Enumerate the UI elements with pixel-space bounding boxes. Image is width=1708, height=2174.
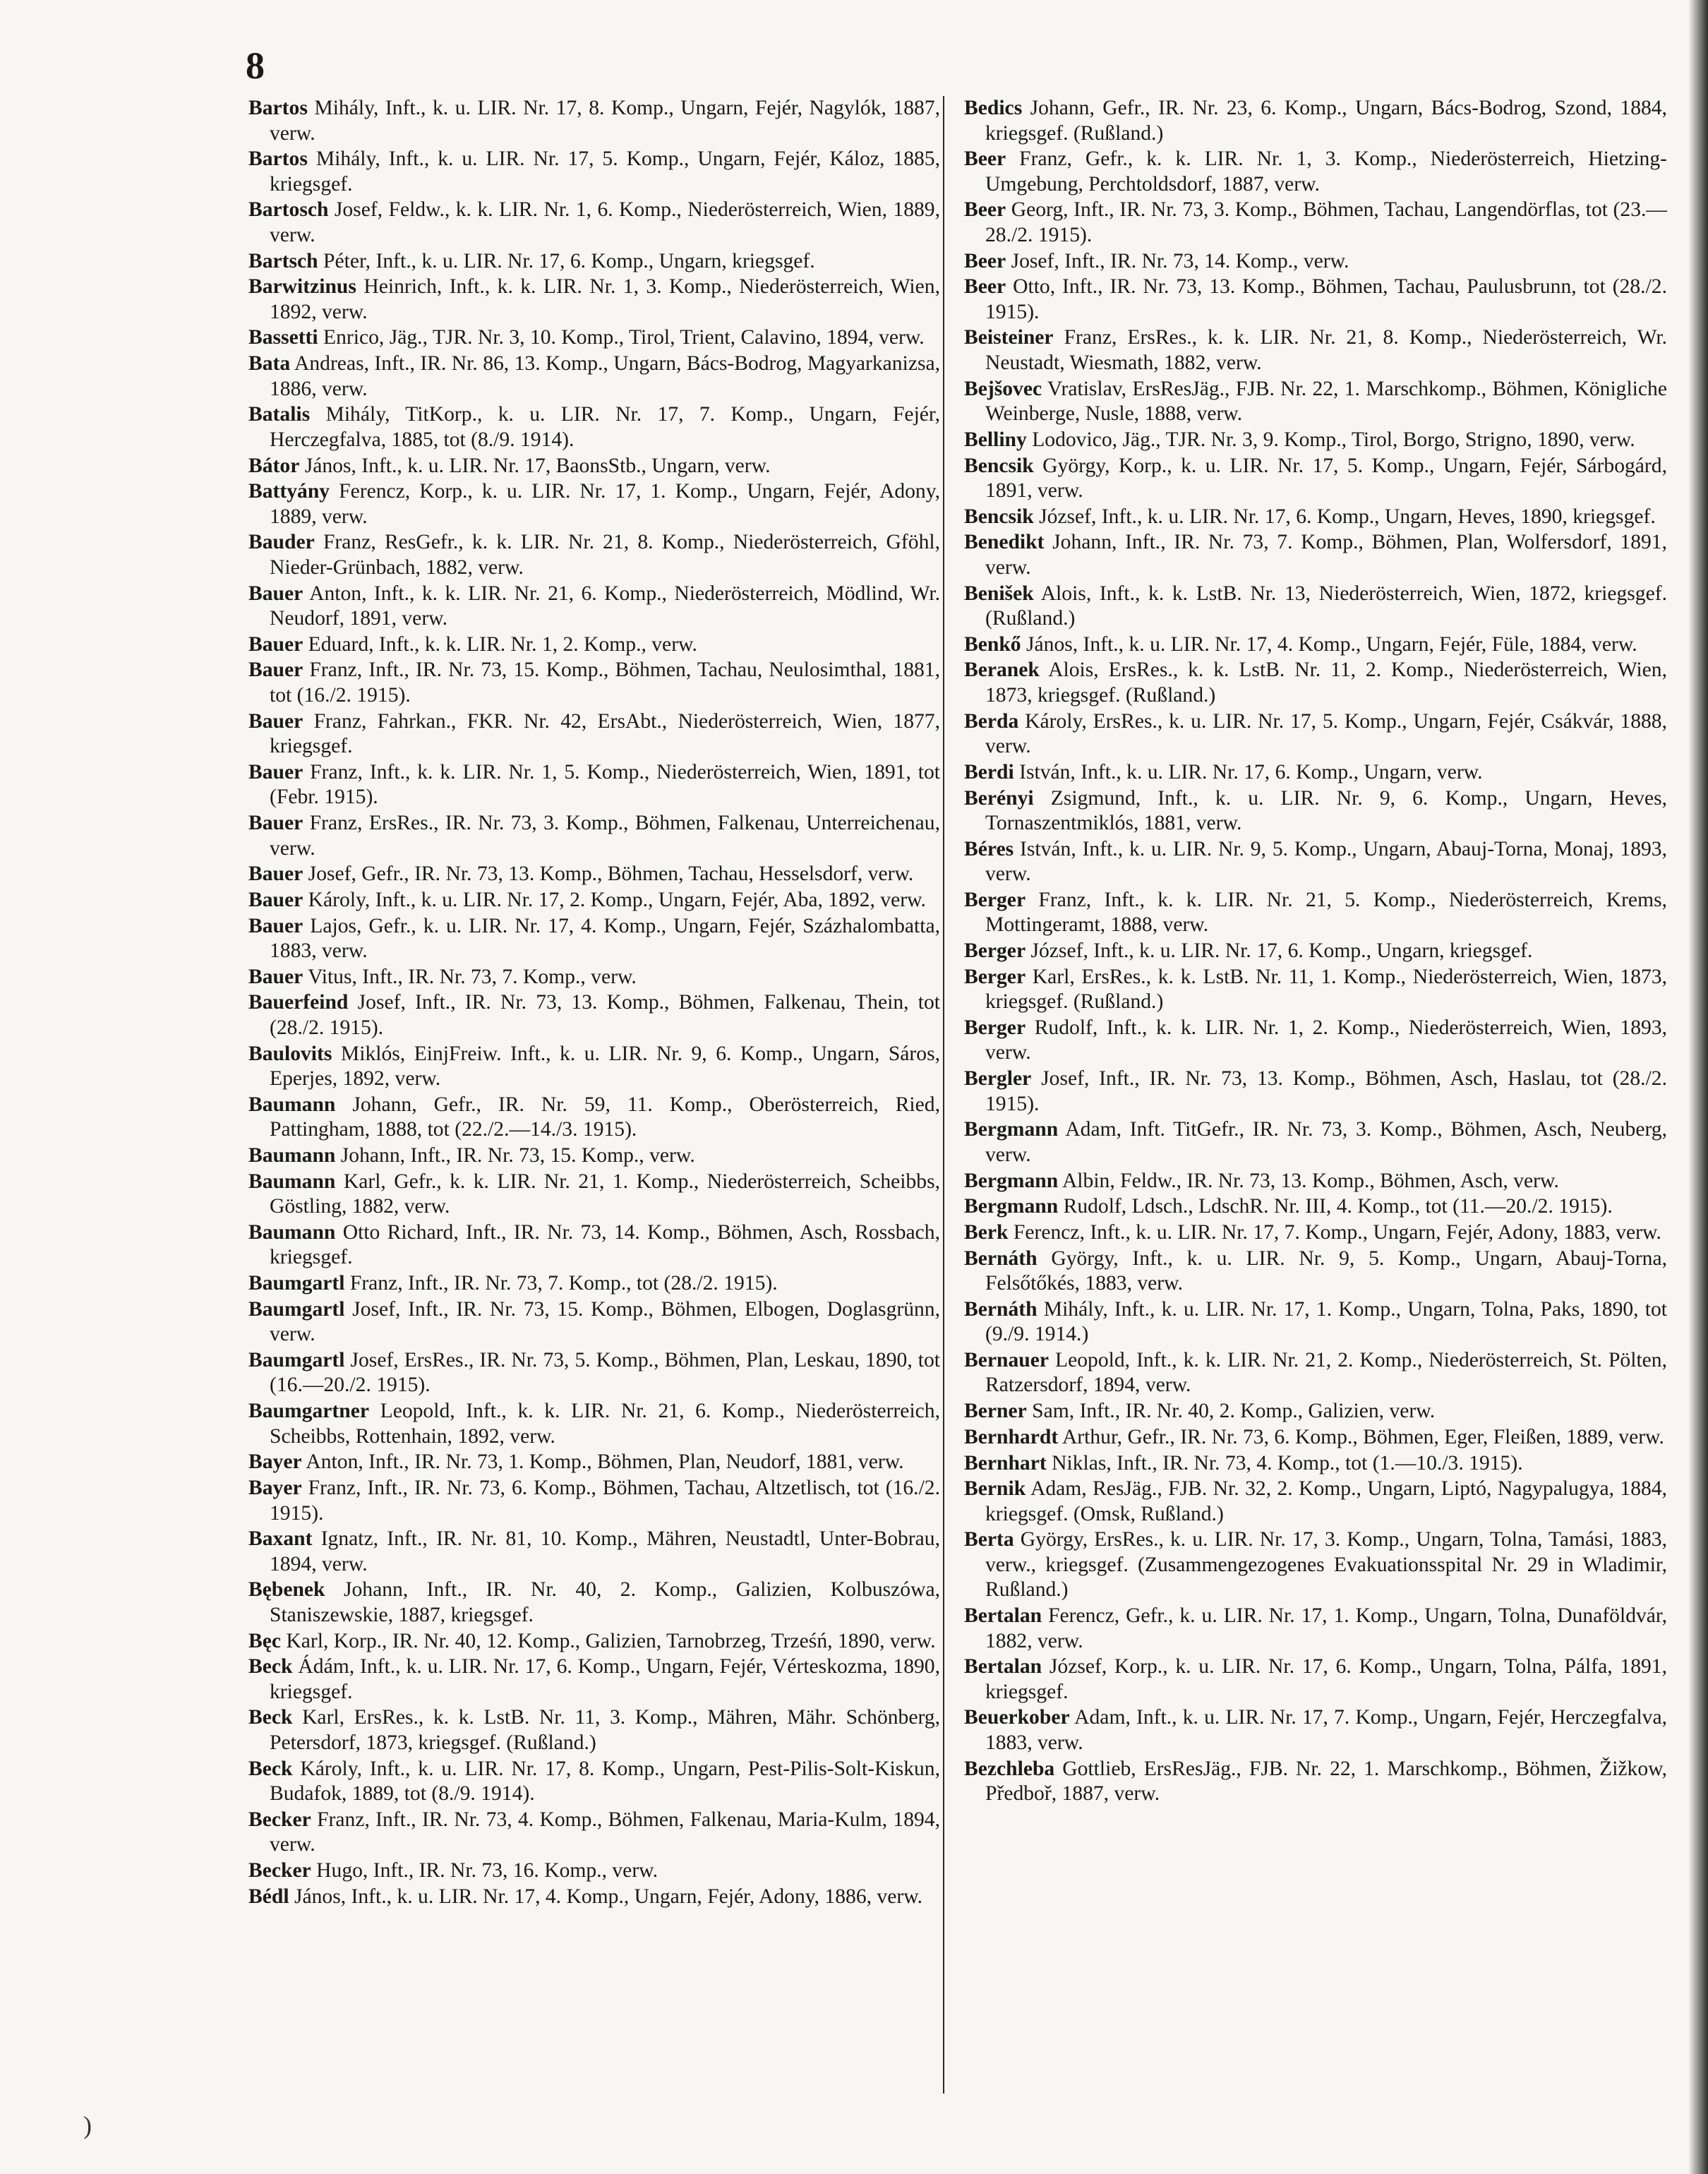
entry-surname: Bauer — [248, 760, 303, 783]
roll-entry — [248, 582, 940, 632]
entry-surname: Benedikt — [964, 531, 1045, 554]
entry-surname: Bębenek — [248, 1578, 325, 1602]
entry-details: István, Inft., k. u. LIR. Nr. 17, 6. Komp., Ungarn, verw. — [1019, 760, 1483, 783]
roll-entry — [248, 147, 940, 197]
entry-details: Leopold, Inft., k. k. LIR. Nr. 21, 6. Komp., Niederösterreich, Scheibbs, Rottenhain, 1892, verw. — [270, 1400, 940, 1448]
entry-surname: Bayer — [248, 1451, 302, 1474]
entry-surname: Beck — [248, 1706, 293, 1729]
roll-entry — [248, 1808, 940, 1858]
entry-surname: Baumgartl — [248, 1297, 345, 1321]
entry-details: Ferencz, Gefr., k. u. LIR. Nr. 17, 1. Komp., Ungarn, Tolna, Dunaföldvár, 1882, verw. — [985, 1604, 1667, 1652]
entry-surname: Baumann — [248, 1144, 336, 1167]
roll-entry — [964, 1194, 1667, 1220]
entry-surname: Berger — [964, 1016, 1026, 1039]
entry-details: Heinrich, Inft., k. k. LIR. Nr. 1, 3. Komp., Niederösterreich, Wien, 1892, verw. — [270, 275, 940, 323]
roll-entry — [964, 1348, 1667, 1398]
roll-entry — [964, 454, 1667, 504]
entry-details: Franz, Inft., k. k. LIR. Nr. 1, 5. Komp., Niederösterreich, Wien, 1891, tot (Febr. 1915). — [270, 760, 940, 809]
entry-surname: Beck — [248, 1655, 293, 1678]
roll-entry — [964, 1399, 1667, 1424]
entry-surname: Bergmann — [964, 1169, 1059, 1192]
roll-entry — [964, 1169, 1667, 1194]
entry-surname: Berger — [964, 965, 1026, 988]
roll-entry — [248, 914, 940, 964]
entry-details: Mihály, Inft., k. u. LIR. Nr. 17, 5. Komp., Ungarn, Fejér, Káloz, 1885, kriegsgef. — [270, 148, 940, 196]
margin-mark: ) — [83, 2111, 92, 2139]
entry-details: Vratislav, ErsResJäg., FJB. Nr. 22, 1. Marschkomp., Böhmen, Königliche Weinberge, Nusle, 1888, verw. — [985, 377, 1667, 426]
entry-details: Anton, Inft., IR. Nr. 73, 1. Komp., Böhmen, Plan, Neudorf, 1881, verw. — [306, 1451, 904, 1474]
roll-entry — [964, 1757, 1667, 1807]
entry-surname: Baumann — [248, 1093, 336, 1116]
entry-surname: Bejšovec — [964, 377, 1042, 400]
entry-surname: Bartsch — [248, 249, 318, 272]
entry-details: Franz, Inft., IR. Nr. 73, 7. Komp., tot (28./2. 1915). — [349, 1272, 778, 1295]
entry-details: Eduard, Inft., k. k. LIR. Nr. 1, 2. Komp., verw. — [308, 632, 697, 656]
roll-entry — [964, 428, 1667, 453]
entry-details: Otto, Inft., IR. Nr. 73, 13. Komp., Böhmen, Tachau, Paulusbrunn, tot (28./2. 1915). — [985, 275, 1667, 323]
roll-entry — [248, 1399, 940, 1449]
roll-entry — [248, 888, 940, 913]
entry-surname: Bergmann — [964, 1118, 1059, 1141]
entry-details: Karl, ErsRes., k. k. LstB. Nr. 11, 1. Komp., Niederösterreich, Wien, 1873, kriegsgef. (Rußland.) — [985, 965, 1667, 1014]
entry-details: Johann, Inft., IR. Nr. 73, 7. Komp., Böhmen, Plan, Wolfersdorf, 1891, verw. — [985, 531, 1668, 579]
entry-surname: Bartos — [248, 97, 308, 119]
entry-details: Karl, ErsRes., k. k. LstB. Nr. 11, 3. Komp., Mähren, Mähr. Schönberg, Petersdorf, 1873, kriegsgef. (Rußland.) — [270, 1706, 941, 1754]
roll-entry — [248, 1757, 940, 1807]
roll-entry — [248, 1220, 940, 1271]
roll-entry — [964, 1604, 1667, 1654]
entry-details: Georg, Inft., IR. Nr. 73, 3. Komp., Böhmen, Tachau, Langendörflas, tot (23.—28./2. 1915). — [985, 198, 1668, 246]
entry-details: Franz, Inft., k. k. LIR. Nr. 21, 5. Komp., Niederösterreich, Krems, Mottingeramt, 1888, verw. — [985, 888, 1668, 937]
entry-surname: Bátor — [248, 454, 300, 477]
entry-surname: Baumgartl — [248, 1272, 345, 1295]
roll-entry — [964, 1247, 1667, 1297]
entry-details: Adam, Inft., k. u. LIR. Nr. 17, 7. Komp., Ungarn, Fejér, Herczegfalva, 1883, verw. — [985, 1706, 1668, 1754]
entry-surname: Beer — [964, 148, 1006, 171]
entry-surname: Baulovits — [248, 1042, 332, 1065]
roll-entry — [248, 1143, 940, 1169]
roll-entry — [248, 454, 940, 479]
roll-entry — [248, 990, 940, 1040]
entry-details: Josef, Feldw., k. k. LIR. Nr. 1, 6. Komp., Niederösterreich, Wien, 1889, verw. — [270, 198, 940, 246]
entry-surname: Baumgartner — [248, 1400, 369, 1423]
entry-details: Rudolf, Inft., k. k. LIR. Nr. 1, 2. Komp., Niederösterreich, Wien, 1893, verw. — [985, 1016, 1667, 1064]
roll-entry — [964, 939, 1667, 964]
entry-details: Károly, Inft., k. u. LIR. Nr. 17, 2. Komp., Ungarn, Fejér, Aba, 1892, verw. — [308, 888, 926, 911]
entry-surname: Bartosch — [248, 198, 329, 222]
entry-details: Karl, Gefr., k. k. LIR. Nr. 21, 1. Komp., Niederösterreich, Scheibbs, Göstling, 1882, verw. — [270, 1170, 941, 1218]
right-column — [964, 96, 1667, 1808]
entry-details: Otto Richard, Inft., IR. Nr. 73, 14. Komp., Böhmen, Asch, Rossbach, kriegsgef. — [270, 1220, 940, 1269]
entry-details: Adam, Inft. TitGefr., IR. Nr. 73, 3. Komp., Böhmen, Asch, Neuberg, verw. — [985, 1118, 1667, 1166]
entry-details: János, Inft., k. u. LIR. Nr. 17, 4. Komp., Ungarn, Fejér, Adony, 1886, verw. — [294, 1885, 923, 1908]
entry-surname: Berger — [964, 939, 1026, 963]
roll-entry — [248, 1629, 940, 1654]
roll-entry — [964, 582, 1667, 632]
roll-entry — [248, 1170, 940, 1220]
entry-details: József, Korp., k. u. LIR. Nr. 17, 6. Komp., Ungarn, Tolna, Pálfa, 1891, kriegsgef. — [985, 1655, 1667, 1703]
roll-entry — [964, 1705, 1667, 1755]
roll-entry — [248, 1093, 940, 1143]
entry-surname: Beuerkober — [964, 1706, 1070, 1729]
entry-details: Miklós, EinjFreiw. Inft., k. u. LIR. Nr. 9, 6. Komp., Ungarn, Sáros, Eperjes, 1892, verw. — [270, 1042, 941, 1091]
roll-entry — [964, 147, 1667, 197]
entry-surname: Beisteiner — [964, 326, 1054, 349]
scan-edge-shadow — [1688, 0, 1708, 2174]
roll-entry — [248, 1271, 940, 1297]
roll-entry — [248, 965, 940, 990]
entry-surname: Berger — [964, 888, 1026, 911]
roll-entry — [964, 1425, 1667, 1451]
entry-details: Karl, Korp., IR. Nr. 40, 12. Komp., Galizien, Tarnobrzeg, Trześń, 1890, verw. — [286, 1629, 936, 1652]
entry-surname: Bernauer — [964, 1348, 1049, 1371]
entry-details: Péter, Inft., k. u. LIR. Nr. 17, 6. Komp., Ungarn, kriegsgef. — [323, 249, 815, 272]
roll-entry — [248, 1885, 940, 1910]
entry-details: Josef, Inft., IR. Nr. 73, 14. Komp., verw. — [1011, 249, 1349, 272]
entry-surname: Berta — [964, 1528, 1014, 1551]
entry-details: Gottlieb, ErsResJäg., FJB. Nr. 22, 1. Marschkomp., Böhmen, Žižkow, Předboř, 1887, verw. — [985, 1757, 1667, 1806]
entry-surname: Bernhardt — [964, 1425, 1059, 1448]
roll-entry — [248, 1348, 940, 1398]
roll-entry — [964, 1067, 1667, 1117]
entry-details: Leopold, Inft., k. k. LIR. Nr. 21, 2. Komp., Niederösterreich, St. Pölten, Ratzersdorf, 1894, verw. — [985, 1348, 1667, 1397]
entry-surname: Bédl — [248, 1885, 289, 1908]
roll-entry — [248, 658, 940, 708]
entry-surname: Bata — [248, 352, 291, 376]
entry-surname: Bertalan — [964, 1604, 1042, 1628]
entry-details: Andreas, Inft., IR. Nr. 86, 13. Komp., Ungarn, Bács-Bodrog, Magyarkanizsa, 1886, verw. — [270, 352, 940, 400]
entry-details: Johann, Inft., IR. Nr. 40, 2. Komp., Galizien, Kolbuszówa, Staniszewskie, 1887, kriegsgef. — [270, 1578, 940, 1626]
roll-entry — [964, 632, 1667, 658]
entry-surname: Bedics — [964, 97, 1023, 119]
entry-surname: Baumann — [248, 1170, 336, 1193]
entry-details: Franz, Gefr., k. k. LIR. Nr. 1, 3. Komp., Niederösterreich, Hietzing-Umgebung, Perchtoldsdorf, 1887, verw. — [985, 148, 1668, 196]
entry-details: Johann, Inft., IR. Nr. 73, 15. Komp., verw. — [340, 1144, 695, 1167]
entry-details: Ignatz, Inft., IR. Nr. 81, 10. Komp., Mähren, Neustadtl, Unter-Bobrau, 1894, verw. — [270, 1527, 940, 1575]
entry-details: Arthur, Gefr., IR. Nr. 73, 6. Komp., Böhmen, Eger, Fleißen, 1889, verw. — [1062, 1425, 1664, 1448]
roll-entry — [248, 198, 940, 248]
entry-surname: Becker — [248, 1859, 311, 1882]
roll-entry — [248, 1527, 940, 1577]
entry-surname: Batalis — [248, 403, 311, 426]
entry-surname: Bayer — [248, 1477, 302, 1499]
roll-entry — [964, 1654, 1667, 1705]
entry-details: Johann, Gefr., IR. Nr. 23, 6. Komp., Ungarn, Bács-Bodrog, Szond, 1884, kriegsgef. (Rußland.) — [985, 97, 1667, 145]
entry-details: Josef, Inft., IR. Nr. 73, 15. Komp., Böhmen, Elbogen, Doglasgrünn, verw. — [270, 1297, 941, 1346]
entry-surname: Berdi — [964, 760, 1014, 783]
roll-entry — [964, 1220, 1667, 1246]
entry-details: János, Inft., k. u. LIR. Nr. 17, BaonsStb., Ungarn, verw. — [304, 454, 771, 477]
roll-entry — [964, 530, 1667, 580]
entry-surname: Beer — [964, 198, 1006, 222]
entry-details: Anton, Inft., k. k. LIR. Nr. 21, 6. Komp., Niederösterreich, Mödlind, Wr. Neudorf, 1891, verw. — [270, 582, 940, 630]
entry-details: Alois, ErsRes., k. k. LstB. Nr. 11, 2. Komp., Niederösterreich, Wien, 1873, kriegsgef. (Rußland.) — [985, 659, 1667, 707]
roll-entry — [248, 249, 940, 275]
roll-entry — [964, 1117, 1667, 1167]
roll-entry — [248, 632, 940, 658]
entry-details: József, Inft., k. u. LIR. Nr. 17, 6. Komp., Ungarn, kriegsgef. — [1030, 939, 1533, 963]
entry-surname: Bernáth — [964, 1297, 1038, 1321]
entry-details: Franz, Inft., IR. Nr. 73, 15. Komp., Böhmen, Tachau, Neulosimthal, 1881, tot (16./2. 1915). — [270, 659, 940, 707]
roll-entry — [248, 1297, 940, 1347]
roll-entry — [248, 530, 940, 580]
entry-details: Josef, Gefr., IR. Nr. 73, 13. Komp., Böhmen, Tachau, Hesselsdorf, verw. — [308, 863, 914, 886]
entry-details: Franz, Inft., IR. Nr. 73, 6. Komp., Böhmen, Tachau, Altzetlisch, tot (16./2. 1915). — [270, 1477, 940, 1525]
entry-surname: Béres — [964, 837, 1014, 860]
entry-surname: Bauder — [248, 531, 315, 554]
entry-details: Mihály, Inft., k. u. LIR. Nr. 17, 1. Komp., Ungarn, Tolna, Paks, 1890, tot (9./9. 1914.) — [985, 1297, 1667, 1346]
entry-details: Franz, Inft., IR. Nr. 73, 4. Komp., Böhmen, Falkenau, Maria-Kulm, 1894, verw. — [270, 1808, 940, 1856]
roll-entry — [964, 760, 1667, 786]
entry-surname: Benkő — [964, 632, 1021, 656]
page-number: 8 — [246, 44, 265, 87]
entry-surname: Baxant — [248, 1527, 313, 1551]
roll-entry — [248, 1578, 940, 1628]
roll-entry — [248, 275, 940, 325]
entry-details: Josef, Inft., IR. Nr. 73, 13. Komp., Böhmen, Falkenau, Thein, tot (28./2. 1915). — [270, 991, 940, 1039]
entry-surname: Beck — [248, 1757, 293, 1780]
roll-entry — [964, 837, 1667, 887]
roll-entry — [964, 505, 1667, 530]
entry-surname: Berda — [964, 709, 1019, 733]
entry-surname: Barwitzinus — [248, 275, 356, 299]
roll-entry — [248, 709, 940, 759]
roll-entry — [964, 1297, 1667, 1347]
entry-surname: Bauer — [248, 888, 303, 911]
entry-surname: Bęc — [248, 1629, 282, 1652]
entry-surname: Berényi — [964, 786, 1034, 810]
entry-details: Rudolf, Ldsch., LdschR. Nr. III, 4. Komp., tot (11.—20./2. 1915). — [1063, 1195, 1613, 1218]
roll-entry — [964, 198, 1667, 248]
roll-entry — [248, 1450, 940, 1475]
roll-entry — [248, 862, 940, 887]
roll-entry — [248, 811, 940, 861]
entry-details: Hugo, Inft., IR. Nr. 73, 16. Komp., verw. — [316, 1859, 658, 1882]
roll-entry — [964, 965, 1667, 1015]
entry-surname: Beer — [964, 275, 1006, 299]
roll-entry — [964, 658, 1667, 708]
roll-entry — [964, 325, 1667, 376]
entry-details: György, Inft., k. u. LIR. Nr. 9, 5. Komp., Ungarn, Abauj-Torna, Felsőtőkés, 1883, verw. — [985, 1247, 1667, 1295]
entry-surname: Bauer — [248, 632, 303, 656]
roll-entry — [964, 709, 1667, 759]
entry-surname: Bertalan — [964, 1655, 1042, 1678]
entry-surname: Bassetti — [248, 326, 318, 349]
entry-surname: Bernhart — [964, 1451, 1047, 1475]
entry-details: Vitus, Inft., IR. Nr. 73, 7. Komp., verw. — [308, 965, 637, 988]
entry-details: Josef, ErsRes., IR. Nr. 73, 5. Komp., Böhmen, Plan, Leskau, 1890, tot (16.—20./2. 1915). — [270, 1348, 940, 1397]
entry-surname: Baumann — [248, 1220, 336, 1244]
entry-details: Franz, ResGefr., k. k. LIR. Nr. 21, 8. Komp., Niederösterreich, Gföhl, Nieder-Grünbach, 1882, verw. — [270, 531, 941, 579]
entry-details: Ferencz, Inft., k. u. LIR. Nr. 17, 7. Komp., Ungarn, Fejér, Adony, 1883, verw. — [1013, 1220, 1661, 1244]
entry-surname: Bezchleba — [964, 1757, 1055, 1780]
roll-entry — [964, 1477, 1667, 1527]
roll-entry — [964, 249, 1667, 275]
roll-entry — [248, 1858, 940, 1884]
entry-details: Zsigmund, Inft., k. u. LIR. Nr. 9, 6. Komp., Ungarn, Heves, Tornaszentmiklós, 1881, verw. — [985, 786, 1667, 834]
entry-details: Mihály, Inft., k. u. LIR. Nr. 17, 8. Komp., Ungarn, Fejér, Nagylók, 1887, verw. — [270, 97, 940, 145]
entry-surname: Battyány — [248, 480, 330, 503]
entry-surname: Bergler — [964, 1067, 1032, 1091]
entry-details: György, Korp., k. u. LIR. Nr. 17, 5. Komp., Ungarn, Fejér, Sárbogárd, 1891, verw. — [985, 454, 1667, 502]
entry-surname: Bencsik — [964, 454, 1034, 477]
entry-details: Károly, Inft., k. u. LIR. Nr. 17, 8. Komp., Ungarn, Pest-Pilis-Solt-Kiskun, Budafok, 1889, tot (8./9. 1914). — [270, 1757, 941, 1806]
entry-details: Károly, ErsRes., k. u. LIR. Nr. 17, 5. Komp., Ungarn, Fejér, Csákvár, 1888, verw. — [985, 709, 1667, 758]
entry-surname: Becker — [248, 1808, 311, 1831]
entry-surname: Bernáth — [964, 1247, 1038, 1270]
entry-surname: Bauer — [248, 965, 303, 988]
roll-entry — [248, 402, 940, 452]
entry-surname: Bauer — [248, 582, 303, 605]
entry-surname: Bauer — [248, 659, 303, 682]
roll-entry — [248, 325, 940, 351]
roll-entry — [964, 1451, 1667, 1477]
roll-entry — [964, 1016, 1667, 1066]
entry-details: Ádám, Inft., k. u. LIR. Nr. 17, 6. Komp., Ungarn, Fejér, Vérteskozma, 1890, kriegsgef. — [270, 1655, 940, 1703]
entry-surname: Berner — [964, 1400, 1027, 1423]
entry-details: Sam, Inft., IR. Nr. 40, 2. Komp., Galizien, verw. — [1032, 1400, 1436, 1423]
entry-surname: Bauer — [248, 863, 303, 886]
roll-entry — [964, 1527, 1667, 1603]
column-divider — [943, 96, 944, 2094]
entry-details: Mihály, TitKorp., k. u. LIR. Nr. 17, 7. Komp., Ungarn, Fejér, Herczegfalva, 1885, tot (8./9. 1914). — [270, 403, 940, 451]
entry-surname: Bernik — [964, 1477, 1026, 1501]
entry-details: Lodovico, Jäg., TJR. Nr. 3, 9. Komp., Tirol, Borgo, Strigno, 1890, verw. — [1032, 428, 1635, 451]
roll-entry — [248, 1705, 940, 1755]
entry-details: Johann, Gefr., IR. Nr. 59, 11. Komp., Oberösterreich, Ried, Pattingham, 1888, tot (22./2.—14./3. 1915). — [270, 1093, 940, 1141]
entry-details: József, Inft., k. u. LIR. Nr. 17, 6. Komp., Ungarn, Heves, 1890, kriegsgef. — [1039, 505, 1656, 528]
entry-surname: Bencsik — [964, 505, 1034, 528]
entry-details: Albin, Feldw., IR. Nr. 73, 13. Komp., Böhmen, Asch, verw. — [1062, 1169, 1559, 1192]
entry-surname: Belliny — [964, 428, 1027, 451]
entry-details: György, ErsRes., k. u. LIR. Nr. 17, 3. Komp., Ungarn, Tolna, Tamási, 1883, verw., kriegsgef. (Zusammengezogenes Evakuationsspital Nr. 29 in Wladimir, Rußland.) — [985, 1528, 1667, 1602]
entry-details: István, Inft., k. u. LIR. Nr. 9, 5. Komp., Ungarn, Abauj-Torna, Monaj, 1893, verw. — [985, 837, 1667, 886]
entry-surname: Bauer — [248, 812, 303, 834]
entry-details: Niklas, Inft., IR. Nr. 73, 4. Komp., tot (1.—10./3. 1915). — [1052, 1451, 1523, 1475]
entry-surname: Bergmann — [964, 1195, 1059, 1218]
entry-surname: Benišek — [964, 582, 1034, 605]
roll-entry — [248, 1042, 940, 1092]
entry-surname: Beranek — [964, 659, 1040, 682]
left-column — [248, 96, 940, 1910]
roll-entry — [964, 888, 1667, 938]
entry-details: Lajos, Gefr., k. u. LIR. Nr. 17, 4. Komp., Ungarn, Fejér, Százhalombatta, 1883, verw. — [270, 914, 940, 963]
entry-details: Enrico, Jäg., TJR. Nr. 3, 10. Komp., Tirol, Trient, Calavino, 1894, verw. — [323, 326, 925, 349]
entry-details: Alois, Inft., k. k. LstB. Nr. 13, Niederösterreich, Wien, 1872, kriegsgef. (Rußland.) — [985, 582, 1667, 630]
entry-details: János, Inft., k. u. LIR. Nr. 17, 4. Komp., Ungarn, Fejér, Füle, 1884, verw. — [1026, 632, 1637, 656]
entry-surname: Beer — [964, 249, 1006, 272]
roll-entry — [964, 786, 1667, 836]
entry-surname: Berk — [964, 1220, 1009, 1244]
roll-entry — [248, 1654, 940, 1705]
entry-details: Franz, ErsRes., k. k. LIR. Nr. 21, 8. Komp., Niederösterreich, Wr. Neustadt, Wiesmath, 1882, verw. — [985, 326, 1667, 374]
roll-entry — [964, 96, 1667, 146]
entry-details: Ferencz, Korp., k. u. LIR. Nr. 17, 1. Komp., Ungarn, Fejér, Adony, 1889, verw. — [270, 480, 941, 528]
entry-surname: Bauerfeind — [248, 991, 349, 1014]
entry-details: Adam, ResJäg., FJB. Nr. 32, 2. Komp., Ungarn, Liptó, Nagypalugya, 1884, kriegsgef. (Omsk, Rußland.) — [985, 1477, 1668, 1525]
entry-details: Franz, ErsRes., IR. Nr. 73, 3. Komp., Böhmen, Falkenau, Unterreichenau, verw. — [270, 812, 940, 860]
roll-entry — [248, 479, 940, 529]
entry-details: Josef, Inft., IR. Nr. 73, 13. Komp., Böhmen, Asch, Haslau, tot (28./2. 1915). — [985, 1067, 1667, 1115]
roll-entry — [248, 96, 940, 146]
roll-entry — [248, 352, 940, 402]
roll-entry — [964, 377, 1667, 427]
entry-surname: Bartos — [248, 148, 308, 171]
roll-entry — [964, 275, 1667, 325]
roll-entry — [248, 1476, 940, 1526]
entry-details: Franz, Fahrkan., FKR. Nr. 42, ErsAbt., Niederösterreich, Wien, 1877, kriegsgef. — [270, 709, 940, 758]
roll-entry — [248, 760, 940, 810]
entry-surname: Baumgartl — [248, 1348, 345, 1371]
entry-surname: Bauer — [248, 709, 303, 733]
entry-surname: Bauer — [248, 914, 303, 937]
